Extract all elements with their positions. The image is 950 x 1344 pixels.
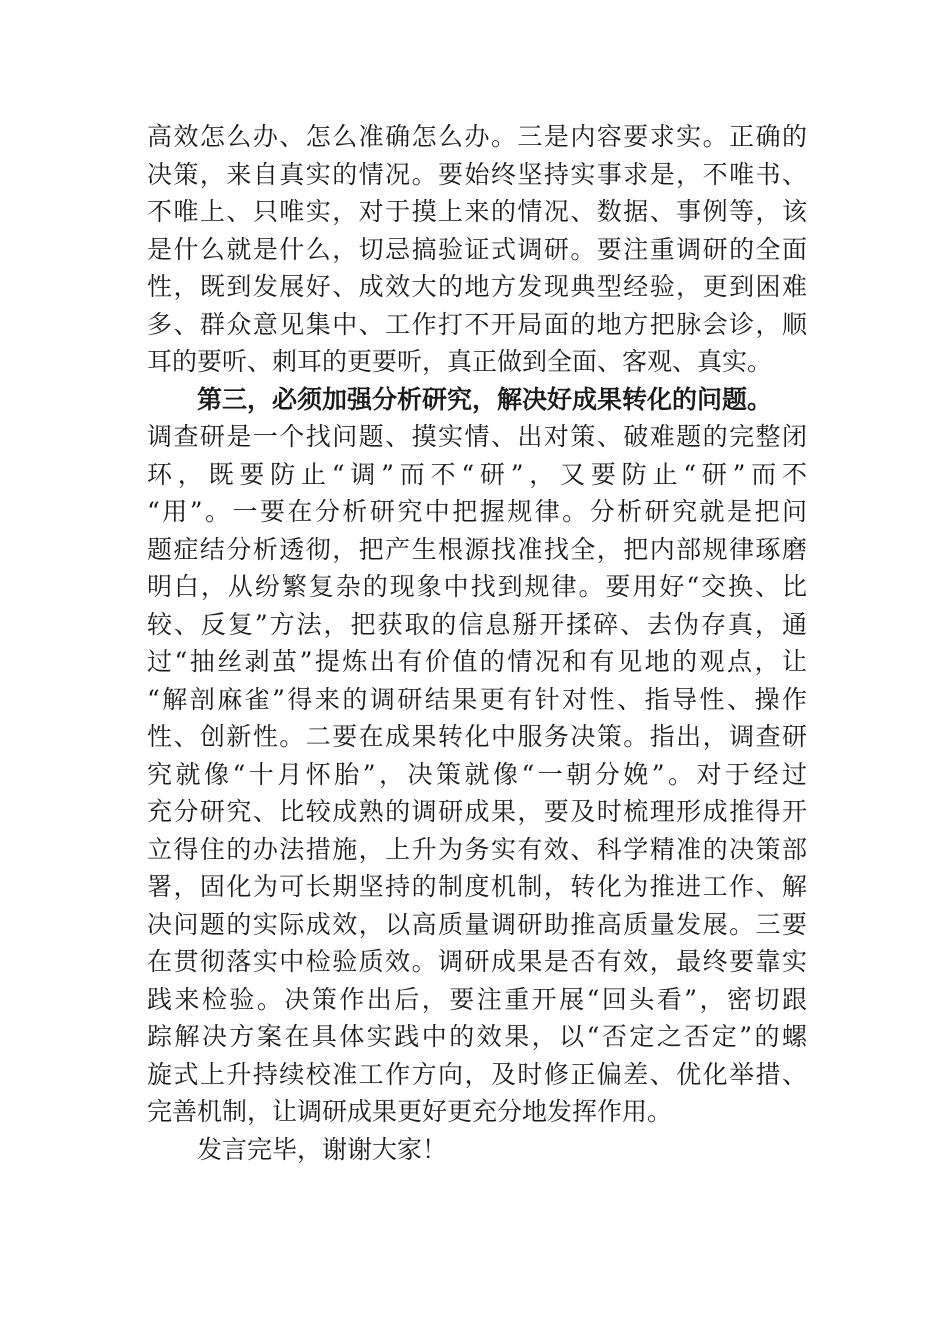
text-line: 是什么就是什么，切忌搞验证式调研。要注重调研的全面: [147, 234, 807, 264]
text-line: 调查研是一个找问题、摸实情、出对策、破难题的完整闭: [147, 422, 807, 451]
text-line: 过“抽丝剥茧”提炼出有价值的情况和有见地的观点，让: [147, 647, 807, 676]
text-line: 高效怎么办、怎么准确怎么办。三是内容要求实。正确的: [147, 122, 807, 151]
text-line: 环，既要防止“调”而不“研”，又要防止“研”而不: [147, 459, 807, 489]
section-heading: 第三，必须加强分析研究，解决好成果转化的问题。: [197, 384, 773, 414]
text-line: 完善机制，让调研成果更好更充分地发挥作用。: [147, 1097, 673, 1126]
text-line: 署，固化为可长期坚持的制度机制，转化为推进工作、解: [147, 872, 807, 901]
text-line: 踪解决方案在具体实践中的效果，以“否定之否定”的螺: [147, 1022, 807, 1051]
text-line: 究就像“十月怀胎”，决策就像“一朝分娩”。对于经过: [147, 759, 807, 789]
document-body: [147, 118, 807, 1168]
text-line: 充分研究、比较成熟的调研成果，要及时梳理形成推得开: [147, 797, 807, 826]
text-line: 明白，从纷繁复杂的现象中找到规律。要用好“交换、比: [147, 572, 807, 601]
text-line: 性、创新性。二要在成果转化中服务决策。指出，调查研: [147, 722, 807, 751]
text-line: 题症结分析透彻，把产生根源找准找全，把内部规律琢磨: [147, 534, 807, 564]
text-line: 决问题的实际成效，以高质量调研助推高质量发展。三要: [147, 909, 807, 939]
text-line: 在贯彻落实中检验质效。调研成果是否有效，最终要靠实: [147, 947, 807, 976]
text-line: 耳的要听、刺耳的更要听，真正做到全面、客观、真实。: [147, 347, 773, 376]
text-line: 性，既到发展好、成效大的地方发现典型经验，更到困难: [147, 272, 807, 301]
text-line: 决策，来自真实的情况。要始终坚持实事求是，不唯书、: [147, 159, 807, 189]
text-line: 不唯上、只唯实，对于摸上来的情况、数据、事例等，该: [147, 197, 807, 226]
text-line: “解剖麻雀”得来的调研结果更有针对性、指导性、操作: [147, 684, 807, 714]
text-line: 旋式上升持续校准工作方向，及时修正偏差、优化举措、: [147, 1059, 807, 1089]
text-line: 较、反复”方法，把获取的信息掰开揉碎、去伪存真，通: [147, 609, 807, 639]
text-line: 践来检验。决策作出后，要注重开展“回头看”，密切跟: [147, 984, 807, 1014]
text-line: 立得住的办法措施，上升为务实有效、科学精准的决策部: [147, 834, 807, 864]
text-line: 多、群众意见集中、工作打不开局面的地方把脉会诊，顺: [147, 309, 807, 339]
text-line: “用”。一要在分析研究中把握规律。分析研究就是把问: [147, 497, 807, 526]
closing-remark: 发言完毕，谢谢大家！: [197, 1134, 448, 1164]
